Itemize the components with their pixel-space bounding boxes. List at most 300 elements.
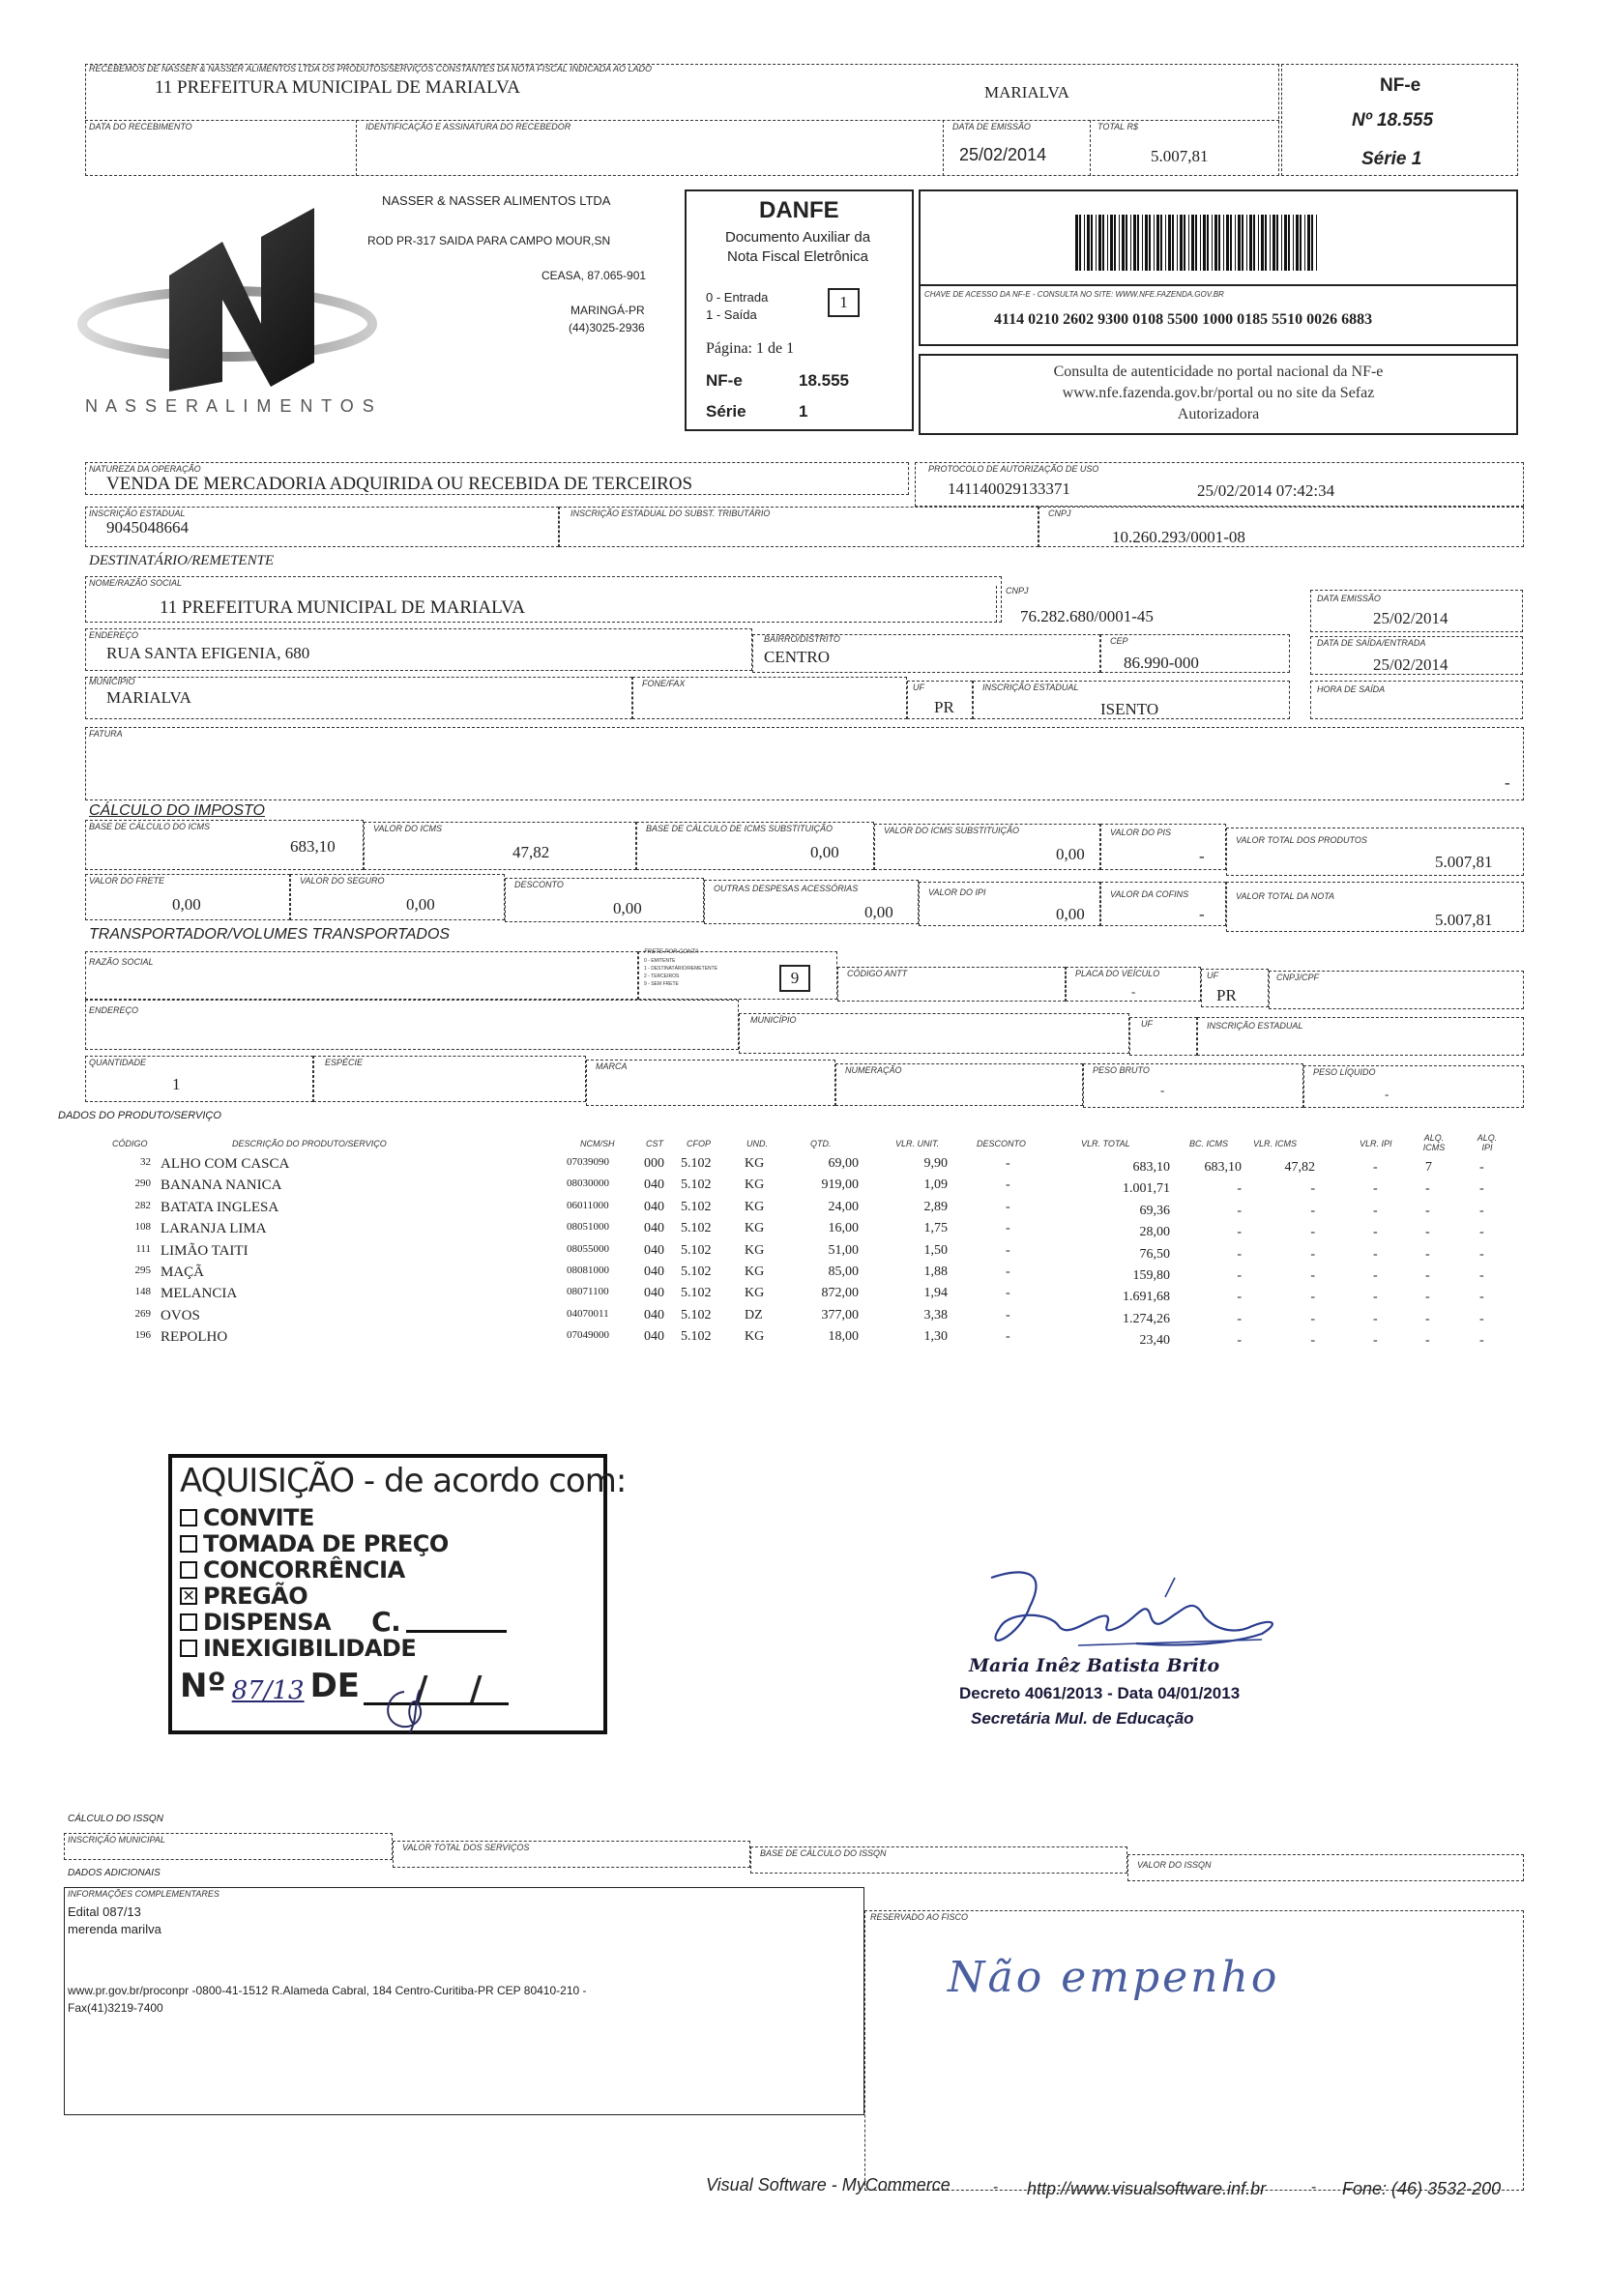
item-bc-icms: - [1237, 1290, 1242, 1305]
col-desc: DESCRIÇÃO DO PRODUTO/SERVIÇO [232, 1139, 387, 1148]
item-icms: 47,82 [1284, 1160, 1315, 1175]
footer-url: http://www.visualsoftware.inf.br [1027, 2179, 1267, 2198]
item-unit-price: 2,89 [923, 1199, 948, 1214]
item-bc-icms: - [1237, 1181, 1242, 1197]
insurance-value: 0,00 [406, 895, 435, 914]
emitter-name: NASSER & NASSER ALIMENTOS LTDA [382, 193, 611, 208]
item-ncm: 07049000 [567, 1329, 609, 1342]
freight-by-label: FRETE POR CONTA [644, 949, 699, 955]
receipt-text: RECEBEMOS DE NASSER & NASSER ALIMENTOS LTDA OS PRODUTOS/SERVIÇOS CONSTANTES DA NOTA FISCAL INDICADA AO LADO [89, 64, 652, 73]
item-discount: - [1006, 1307, 1010, 1322]
stamp-option-label: TOMADA DE PREÇO [203, 1529, 449, 1557]
item-qty: 51,00 [828, 1242, 859, 1258]
item-qty: 24,00 [828, 1199, 859, 1214]
item-ncm: 08081000 [567, 1264, 609, 1276]
footer-software: Visual Software - MyCommerce [706, 2175, 951, 2194]
gross-label: PESO BRUTO [1093, 1065, 1150, 1075]
danfe-entry: 0 - Entrada [706, 290, 769, 305]
cep-label: CEP [1110, 636, 1128, 646]
item-alq-icms: - [1425, 1225, 1430, 1240]
item-discount: - [1006, 1156, 1010, 1171]
stamp-option-label: DISPENSA [203, 1608, 332, 1636]
col-vlr-ipi: VLR. IPI [1360, 1139, 1392, 1148]
col-unit: UND. [746, 1139, 768, 1148]
complementary-label: INFORMAÇÕES COMPLEMENTARES [68, 1889, 219, 1899]
col-unit-price: VLR. UNIT. [895, 1139, 940, 1148]
emitter-brand: N A S S E R A L I M E N T O S [85, 396, 376, 416]
complementary-box [64, 1887, 864, 2115]
ie-value: 9045048664 [106, 518, 189, 537]
net-value: - [1385, 1087, 1390, 1101]
recipient-emission-label: DATA EMISSÃO [1317, 594, 1381, 603]
item-icms: - [1310, 1268, 1315, 1283]
item-total: 1.274,26 [1123, 1311, 1170, 1326]
item-unit-price: 1,94 [923, 1286, 948, 1301]
item-cst: 000 [644, 1156, 664, 1171]
item-total: 1.691,68 [1123, 1290, 1170, 1305]
brand-label: MARCA [596, 1061, 628, 1071]
item-code: 196 [134, 1329, 151, 1342]
additional-section: DADOS ADICIONAIS [68, 1868, 161, 1878]
item-ipi: - [1373, 1181, 1378, 1197]
district-label: BAIRRO/DISTRITO [764, 634, 840, 644]
danfe-subtitle: Documento Auxiliar da Nota Fiscal Eletrônica [724, 229, 871, 265]
reserved-label: RESERVADO AO FISCO [870, 1912, 969, 1922]
stamp-option-label: CONCORRÊNCIA [203, 1555, 405, 1584]
item-unit: KG [745, 1329, 765, 1345]
item-alq-icms: - [1425, 1333, 1430, 1349]
city-value: MARIALVA [106, 688, 191, 707]
signature-scribble-icon [943, 1558, 1310, 1665]
col-discount: DESCONTO [977, 1139, 1026, 1148]
protocol-date: 25/02/2014 07:42:34 [1197, 481, 1335, 500]
exit-date: 25/02/2014 [1373, 655, 1448, 674]
pis-label: VALOR DO PIS [1110, 828, 1172, 837]
danfe-exit: 1 - Saída [706, 307, 757, 322]
item-alq-ipi: - [1479, 1160, 1484, 1175]
item-description: MELANCIA [161, 1286, 238, 1302]
item-icms: - [1310, 1290, 1315, 1305]
carrier-cnpj-label: CNPJ/CPF [1276, 973, 1320, 982]
item-alq-icms: - [1425, 1181, 1430, 1197]
footer-sep-1: - [993, 2179, 999, 2195]
item-cfop: 5.102 [681, 1307, 712, 1322]
carrier-uf2-box [1129, 1017, 1197, 1056]
footer-sep-2: - [1311, 2179, 1317, 2195]
item-ncm: 08030000 [567, 1177, 609, 1190]
col-bc-icms: BC. ICMS [1189, 1139, 1229, 1148]
item-code: 111 [135, 1242, 151, 1255]
stamp-option-label: INEXIGIBILIDADE [203, 1634, 417, 1662]
item-cst: 040 [644, 1242, 664, 1258]
carrier-uf: PR [1216, 986, 1237, 1004]
recipient-ie-label: INSCRIÇÃO ESTADUAL [982, 683, 1079, 692]
cnpj-label: CNPJ [1048, 509, 1071, 518]
recipient-ie: ISENTO [1100, 700, 1159, 718]
item-qty: 69,00 [828, 1156, 859, 1171]
checked-checkbox-icon: ✕ [180, 1587, 197, 1605]
stamp-option-pregao [180, 1583, 507, 1609]
access-key-label: CHAVE DE ACESSO DA NF-E - CONSULTA NO SITE: WWW.NFE.FAZENDA.GOV.BR [924, 290, 1224, 299]
col-code: CÓDIGO [112, 1139, 148, 1148]
exit-time-label: HORA DE SAÍDA [1317, 684, 1386, 694]
transport-section: TRANSPORTADOR/VOLUMES TRANSPORTADOS [89, 926, 451, 943]
recipient-cnpj: 76.282.680/0001-45 [1020, 607, 1154, 625]
carrier-city-label: MUNICÍPIO [750, 1015, 797, 1025]
col-alq-ipi: ALQ. IPI [1477, 1133, 1498, 1152]
recipient-name: 11 PREFEITURA MUNICIPAL DE MARIALVA [160, 597, 525, 618]
item-cfop: 5.102 [681, 1177, 712, 1193]
item-code: 32 [140, 1156, 151, 1168]
item-unit-price: 1,50 [923, 1242, 948, 1258]
item-unit: KG [745, 1199, 765, 1214]
complementary-footer-2: Fax(41)3219-7400 [68, 2001, 163, 2015]
exit-date-label: DATA DE SAÍDA/ENTRADA [1317, 638, 1426, 648]
item-cst: 040 [644, 1221, 664, 1236]
col-qty: QTD. [810, 1139, 832, 1148]
discount-value: 0,00 [613, 899, 642, 917]
issqn-im-label: INSCRIÇÃO MUNICIPAL [68, 1835, 165, 1845]
item-ipi: - [1373, 1268, 1378, 1283]
carrier-box [85, 951, 638, 1000]
ipi-value: 0,00 [1056, 905, 1085, 923]
item-ipi: - [1373, 1203, 1378, 1218]
ipi-label: VALOR DO IPI [928, 887, 986, 897]
item-unit: KG [745, 1264, 765, 1279]
item-description: LARANJA LIMA [161, 1221, 267, 1237]
city-label: MUNICÍPIO [89, 677, 135, 686]
item-discount: - [1006, 1286, 1010, 1301]
insurance-label: VALOR DO SEGURO [300, 876, 385, 886]
item-description: ALHO COM CASCA [161, 1156, 290, 1172]
danfe-nfe-number: 18.555 [799, 371, 849, 390]
checkbox-icon [180, 1535, 197, 1553]
invoice-box [85, 727, 1524, 800]
item-bc-icms: - [1237, 1333, 1242, 1349]
danfe-series-label: Série [706, 402, 746, 421]
freight-option: 1 - DESTINATÁRIO/REMETENTE [644, 966, 718, 972]
icms-st: 0,00 [1056, 845, 1085, 863]
item-qty: 16,00 [828, 1221, 859, 1236]
item-alq-ipi: - [1479, 1181, 1484, 1197]
item-alq-ipi: - [1479, 1225, 1484, 1240]
cep-value: 86.990-000 [1124, 654, 1199, 672]
item-ipi: - [1373, 1160, 1378, 1175]
freight-option: 2 - TERCEIROS [644, 974, 680, 979]
item-icms: - [1310, 1203, 1315, 1218]
plate-value: - [1131, 984, 1136, 999]
item-unit-price: 1,09 [923, 1177, 948, 1193]
recipient-section: DESTINATÁRIO/REMETENTE [89, 553, 275, 568]
other-label: OUTRAS DESPESAS ACESSÓRIAS [714, 884, 859, 893]
carrier-city-box [739, 1013, 1129, 1054]
freight-code-box: 9 [779, 965, 810, 992]
emitter-phone: (44)3025-2936 [569, 321, 645, 334]
issqn-base-label: BASE DE CÁLCULO DO ISSQN [760, 1848, 887, 1858]
carrier-ie-label: INSCRIÇÃO ESTADUAL [1207, 1021, 1303, 1031]
note-total-label: VALOR TOTAL DA NOTA [1236, 891, 1335, 901]
item-cfop: 5.102 [681, 1156, 712, 1171]
danfe-series: 1 [799, 402, 808, 421]
item-unit: KG [745, 1177, 765, 1193]
freight-option: 9 - SEM FRETE [644, 981, 679, 987]
item-ipi: - [1373, 1311, 1378, 1326]
item-discount: - [1006, 1177, 1010, 1193]
antt-label: CÓDIGO ANTT [847, 969, 908, 978]
protocol-label: PROTOCOLO DE AUTORIZAÇÃO DE USO [928, 464, 1099, 474]
item-icms: - [1310, 1225, 1315, 1240]
products-total-label: VALOR TOTAL DOS PRODUTOS [1236, 835, 1367, 845]
plate-label: PLACA DO VEÍCULO [1075, 969, 1160, 978]
discount-label: DESCONTO [514, 880, 564, 889]
footer-phone: Fone: (46) 3532-200 [1342, 2179, 1502, 2198]
item-unit: KG [745, 1156, 765, 1171]
item-cfop: 5.102 [681, 1329, 712, 1345]
danfe-nfe-label: NF-e [706, 371, 743, 390]
canhoto-total: 5.007,81 [1151, 147, 1209, 165]
stamp-option-convite [180, 1504, 507, 1530]
item-icms: - [1310, 1181, 1315, 1197]
signer-name: Maria Inêz Batista Brito [969, 1655, 1220, 1676]
icms-value: 47,82 [512, 843, 550, 861]
item-unit: KG [745, 1221, 765, 1236]
item-ipi: - [1373, 1246, 1378, 1262]
issqn-value-label: VALOR DO ISSQN [1137, 1860, 1212, 1870]
phone-label: FONE/FAX [642, 679, 686, 688]
carrier-uf2-label: UF [1141, 1019, 1153, 1029]
item-total: 76,50 [1139, 1246, 1170, 1262]
item-bc-icms: - [1237, 1246, 1242, 1262]
item-qty: 18,00 [828, 1329, 859, 1345]
nature-label: NATUREZA DA OPERAÇÃO [89, 464, 201, 474]
col-vlr-icms: VLR. ICMS [1253, 1139, 1298, 1148]
item-total: 23,40 [1139, 1333, 1170, 1349]
base-icms: 683,10 [290, 837, 336, 856]
stamp-c-label: C. [371, 1606, 401, 1638]
icms-label: VALOR DO ICMS [373, 824, 443, 833]
item-total: 69,36 [1139, 1203, 1170, 1218]
stamp-option-concorrencia [180, 1556, 507, 1583]
cofins-box [1100, 882, 1226, 926]
emitter-district: CEASA, 87.065-901 [541, 269, 647, 282]
base-st: 0,00 [810, 843, 839, 861]
checkbox-icon [180, 1613, 197, 1631]
checkbox-icon [180, 1640, 197, 1657]
item-total: 683,10 [1132, 1160, 1170, 1175]
emitter-address: ROD PR-317 SAIDA PARA CAMPO MOUR,SN [367, 234, 611, 247]
danfe-type-box: 1 [828, 288, 860, 317]
item-qty: 377,00 [821, 1307, 859, 1322]
initials-scribble-icon [375, 1684, 443, 1734]
acquisition-stamp [168, 1454, 627, 1734]
item-total: 159,80 [1132, 1268, 1170, 1283]
barcode [1075, 215, 1321, 271]
item-unit: KG [745, 1242, 765, 1258]
products-total: 5.007,81 [1435, 853, 1493, 871]
item-cst: 040 [644, 1329, 664, 1345]
carrier-address-label: ENDEREÇO [89, 1005, 139, 1015]
item-cfop: 5.102 [681, 1264, 712, 1279]
uf-value: PR [934, 698, 954, 716]
item-qty: 85,00 [828, 1264, 859, 1279]
item-cst: 040 [644, 1307, 664, 1322]
item-discount: - [1006, 1329, 1010, 1345]
item-ncm: 08055000 [567, 1242, 609, 1255]
recipient-emission: 25/02/2014 [1373, 609, 1448, 627]
item-bc-icms: 683,10 [1204, 1160, 1242, 1175]
qty-value: 1 [172, 1075, 181, 1093]
freight-options [644, 957, 717, 988]
issqn-section: CÁLCULO DO ISSQN [68, 1814, 163, 1824]
cofins-value: - [1199, 905, 1205, 923]
emission-date-label: DATA DE EMISSÃO [952, 122, 1031, 131]
item-bc-icms: - [1237, 1225, 1242, 1240]
checkbox-icon [180, 1561, 197, 1579]
net-label: PESO LÍQUIDO [1313, 1067, 1376, 1077]
item-code: 269 [134, 1307, 151, 1320]
item-alq-icms: - [1425, 1246, 1430, 1262]
access-key: 4114 0210 2602 9300 0108 5500 1000 0185 5510 0026 6883 [994, 311, 1373, 328]
item-icms: - [1310, 1333, 1315, 1349]
danfe-page: Página: 1 de 1 [706, 340, 795, 357]
note-total: 5.007,81 [1435, 911, 1493, 929]
complementary-line-2: merenda marilva [68, 1922, 161, 1936]
item-alq-icms: - [1425, 1311, 1430, 1326]
item-icms: - [1310, 1246, 1315, 1262]
stamp-de-label: DE [309, 1667, 361, 1705]
item-description: BATATA INGLESA [161, 1199, 279, 1215]
complementary-line-1: Edital 087/13 [68, 1904, 141, 1919]
canhoto-nfe: NF-e [1380, 75, 1421, 96]
gross-value: - [1160, 1083, 1165, 1097]
item-description: BANANA NANICA [161, 1177, 282, 1194]
item-cst: 040 [644, 1199, 664, 1214]
nasser-logo [77, 208, 377, 401]
item-code: 148 [134, 1286, 151, 1298]
stamp-number-label: Nº [180, 1667, 226, 1705]
item-cst: 040 [644, 1286, 664, 1301]
item-alq-icms: - [1425, 1203, 1430, 1218]
item-ipi: - [1373, 1333, 1378, 1349]
item-alq-ipi: - [1479, 1290, 1484, 1305]
item-ipi: - [1373, 1290, 1378, 1305]
stamp-option-tomada [180, 1530, 507, 1556]
stamp-options [180, 1504, 507, 1661]
recipient-name-label: NOME/RAZÃO SOCIAL [89, 578, 183, 588]
item-alq-icms: - [1425, 1268, 1430, 1283]
invoice-label: FATURA [89, 729, 123, 739]
item-bc-icms: - [1237, 1311, 1242, 1326]
item-discount: - [1006, 1264, 1010, 1279]
nature-value: VENDA DE MERCADORIA ADQUIRIDA OU RECEBIDA DE TERCEIROS [106, 474, 693, 494]
stamp-title: AQUISIÇÃO - de acordo com: [180, 1462, 627, 1500]
item-ncm: 08051000 [567, 1221, 609, 1234]
cnpj-value: 10.260.293/0001-08 [1112, 528, 1245, 546]
item-cst: 040 [644, 1264, 664, 1279]
danfe-title: DANFE [759, 197, 839, 223]
invoice-dash: - [1505, 773, 1510, 792]
col-cst: CST [646, 1139, 663, 1148]
item-cst: 040 [644, 1177, 664, 1193]
item-discount: - [1006, 1242, 1010, 1258]
base-icms-label: BASE DE CÁLCULO DO ICMS [89, 822, 211, 831]
stamp-option-dispensa [180, 1606, 507, 1638]
stamp-number: 87/13 [231, 1676, 305, 1705]
canhoto-city: MARIALVA [984, 83, 1069, 102]
address-value: RUA SANTA EFIGENIA, 680 [106, 644, 310, 662]
address-label: ENDEREÇO [89, 630, 139, 640]
item-unit-price: 1,75 [923, 1221, 948, 1236]
item-cfop: 5.102 [681, 1221, 712, 1236]
item-code: 295 [134, 1264, 151, 1276]
signer-decree: Decreto 4061/2013 - Data 04/01/2013 [959, 1684, 1241, 1702]
item-cfop: 5.102 [681, 1242, 712, 1258]
tax-section: CÁLCULO DO IMPOSTO [89, 802, 265, 819]
item-discount: - [1006, 1221, 1010, 1236]
stamp-option-label: PREGÃO [203, 1582, 308, 1610]
stamp-number-line: Nº 87/13 DE / / [180, 1667, 509, 1705]
canhoto-number: Nº 18.555 [1352, 110, 1434, 131]
item-code: 108 [134, 1221, 151, 1234]
item-unit-price: 1,30 [923, 1329, 948, 1345]
checkbox-icon [180, 1509, 197, 1526]
item-ncm: 07039090 [567, 1156, 609, 1168]
item-description: OVOS [161, 1307, 200, 1323]
stamp-option-label: CONVITE [203, 1503, 314, 1531]
item-unit-price: 3,38 [923, 1307, 948, 1322]
item-alq-ipi: - [1479, 1268, 1484, 1283]
item-bc-icms: - [1237, 1268, 1242, 1283]
products-section: DADOS DO PRODUTO/SERVIÇO [58, 1110, 221, 1121]
col-cfop: CFOP [687, 1139, 712, 1148]
item-alq-icms: 7 [1425, 1160, 1432, 1175]
item-description: MAÇÃ [161, 1264, 205, 1280]
complementary-footer-1: www.pr.gov.br/proconpr -0800-41-1512 R.Alameda Cabral, 184 Centro-Curitiba-PR CEP 80410-210 - [68, 1984, 587, 1997]
item-total: 28,00 [1139, 1225, 1170, 1240]
col-alq-icms: ALQ. ICMS [1422, 1133, 1446, 1152]
item-description: LIMÃO TAITI [161, 1242, 249, 1259]
item-alq-ipi: - [1479, 1246, 1484, 1262]
icms-st-label: VALOR DO ICMS SUBSTITUIÇÃO [884, 826, 1020, 835]
total-label: TOTAL R$ [1097, 122, 1139, 131]
kind-label: ESPÉCIE [325, 1058, 364, 1067]
carrier-name-label: RAZÃO SOCIAL [89, 957, 154, 967]
item-code: 290 [134, 1177, 151, 1190]
signer-role: Secretária Mul. de Educação [971, 1709, 1194, 1728]
item-alq-ipi: - [1479, 1203, 1484, 1218]
item-ipi: - [1373, 1225, 1378, 1240]
freight-option: 0 - EMITENTE [644, 958, 676, 964]
item-ncm: 06011000 [567, 1199, 609, 1211]
item-discount: - [1006, 1199, 1010, 1214]
item-alq-ipi: - [1479, 1333, 1484, 1349]
numbering-label: NUMERAÇÃO [845, 1065, 902, 1075]
ie-st-label: INSCRIÇÃO ESTADUAL DO SUBST. TRIBUTÁRIO [570, 509, 771, 518]
receipt-sign-label: IDENTIFICAÇÃO E ASSINATURA DO RECEBEDOR [366, 122, 571, 131]
item-ncm: 08071100 [567, 1286, 609, 1298]
pis-value: - [1199, 847, 1205, 865]
col-total: VLR. TOTAL [1081, 1139, 1130, 1148]
freight-label: VALOR DO FRETE [89, 876, 165, 886]
emission-date: 25/02/2014 [959, 145, 1047, 164]
cofins-label: VALOR DA COFINS [1110, 889, 1189, 899]
freight-value: 0,00 [172, 895, 201, 914]
uf-label: UF [913, 683, 924, 692]
base-st-label: BASE DE CÁLCULO DE ICMS SUBSTITUIÇÃO [646, 824, 834, 833]
ie-label: INSCRIÇÃO ESTADUAL [89, 509, 186, 518]
other-value: 0,00 [864, 903, 893, 921]
receipt-date-label: DATA DO RECEBIMENTO [89, 122, 192, 131]
